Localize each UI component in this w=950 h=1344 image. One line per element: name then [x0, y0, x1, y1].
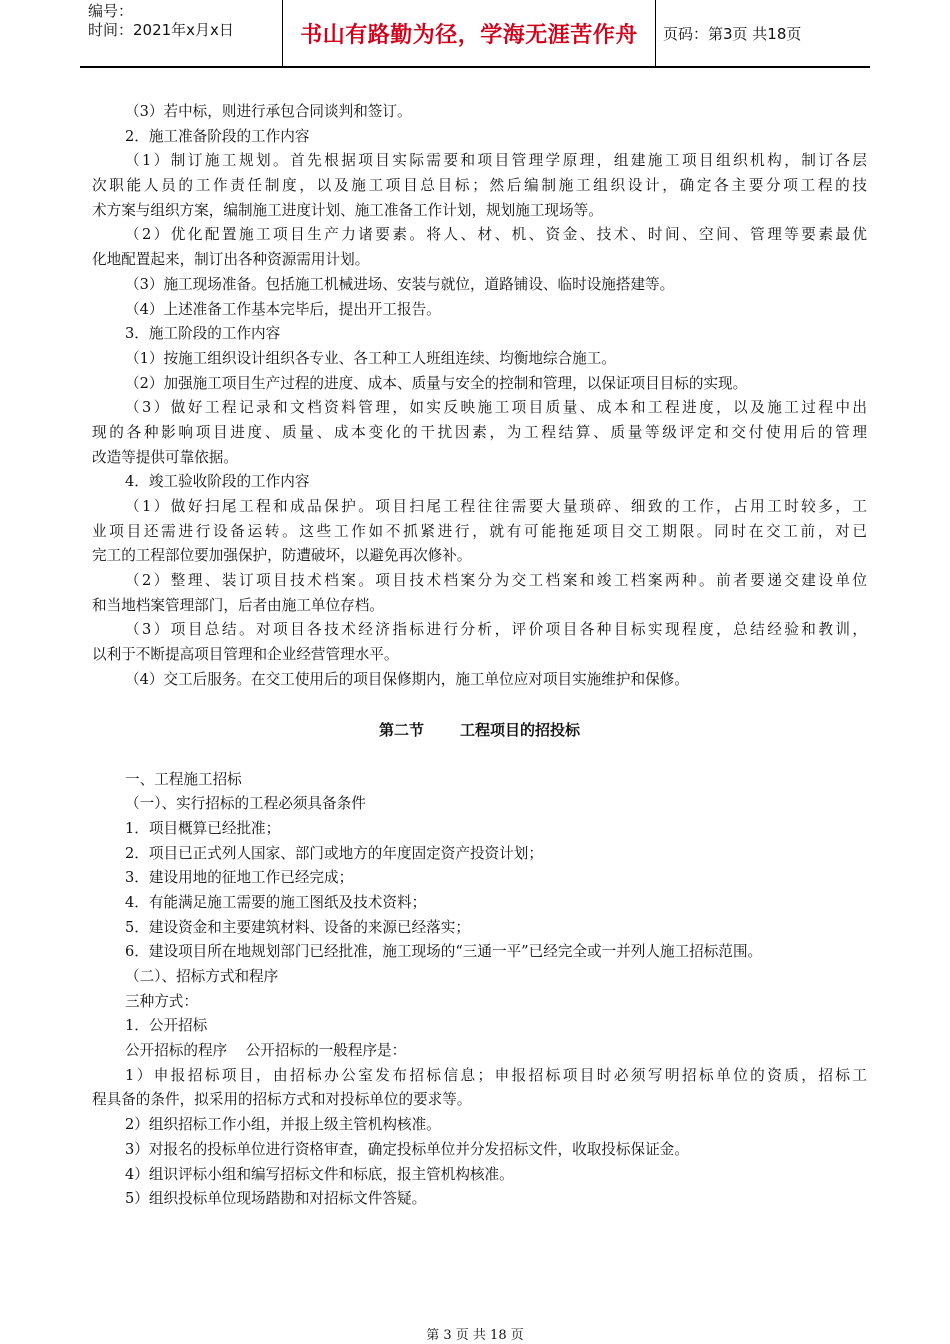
header-meta: [88, 0, 288, 66]
paragraph-line: 完工的工程部位要加强保护，防遭破坏，以避免再次修补。: [92, 547, 472, 565]
paragraph-line: （2）优化配置施工项目生产力诸要素。将人、材、机、资金、技术、时间、空间、管理等要素最优: [125, 226, 867, 244]
paragraph-line: 术方案与组织方案，编制施工进度计划、施工准备工作计划，规划施工现场等。: [92, 201, 603, 219]
paragraph-line: 次职能人员的工作责任制度，以及施工项目总目标；然后编制施工组织设计，确定各主要分项工程的技: [92, 177, 867, 195]
section-name: 工程项目的招投标: [460, 720, 581, 739]
subheading: 3．施工阶段的工作内容: [125, 325, 281, 343]
page-header: [80, 0, 870, 68]
page-footer: 第 3 页 共 18 页: [426, 1328, 524, 1343]
paragraph-line: 业项目还需进行设备运转。这些工作如不抓紧进行，就有可能拖延项目交工期限。同时在交工前，对已: [92, 522, 867, 540]
list-item: 3）对报名的投标单位进行资格审查，确定投标单位并分发招标文件，收取投标保证金。: [125, 1140, 689, 1158]
paragraph-line: 以利于不断提高项目管理和企业经营管理水平。: [92, 646, 399, 664]
paragraph-line: 化地配置起来，制订出各种资源需用计划。: [92, 251, 370, 269]
paragraph: 三种方式：: [125, 992, 198, 1010]
paragraph: （3）若中标，则进行承包合同谈判和签订。: [125, 103, 412, 120]
list-item: 4）组识评标小组和编写招标文件和标底，报主管机构核准。: [125, 1165, 514, 1183]
paragraph-line: 程具备的条件，拟采用的招标方式和对投标单位的要求等。: [92, 1091, 472, 1109]
document-code-label: 编号：: [88, 2, 134, 20]
list-item: 2．项目已正式列人国家、部门或地方的年度固定资产投资计划；: [125, 844, 543, 862]
paragraph-line: （3）做好工程记录和文档资料管理，如实反映施工项目质量、成本和工程进度，以及施工过程中出: [125, 399, 867, 417]
paragraph: （1）按施工组织设计组织各专业、各工种工人班组连续、均衡地综合施工。: [125, 349, 616, 367]
paragraph: （4）上述准备工作基本完毕后，提出开工报告。: [125, 300, 441, 318]
subheading: （二）、招标方式和程序: [125, 968, 279, 985]
paragraph-line: 改造等提供可靠依据。: [92, 448, 238, 466]
header-motto-cell: [282, 0, 656, 66]
paragraph-line: （2）整理、装订项目技术档案。项目技术档案分为交工档案和竣工档案两种。前者要递交建设单位: [125, 572, 867, 590]
section-title: [92, 718, 867, 742]
subheading: 2．施工准备阶段的工作内容: [125, 127, 310, 145]
list-item: 1．项目概算已经批准；: [125, 819, 281, 837]
list-item: 3．建设用地的征地工作已经完成；: [125, 869, 354, 887]
list-item: 4．有能满足施工需要的施工图纸及技术资料；: [125, 893, 427, 911]
paragraph-line: （1）制订施工规划。首先根据项目实际需要和项目管理学原理，组建施工项目组织机构，制订各层: [125, 152, 867, 170]
paragraph: （3）施工现场准备。包括施工机械进场、安装与就位，道路铺设、临时设施搭建等。: [125, 275, 675, 293]
paragraph: 公开招标的程序 公开招标的一般程序是：: [125, 1042, 407, 1060]
header-motto: 书山有路勤为径，学海无涯苦作舟: [300, 22, 638, 48]
paragraph-line: （3）项目总结。对项目各技术经济指标进行分析，评价项目各种目标实现程度，总结经验和教训，: [125, 621, 867, 639]
paragraph: （4）交工后服务。在交工使用后的项目保修期内，施工单位应对项目实施维护和保修。: [125, 670, 689, 688]
subheading: 4．竣工验收阶段的工作内容: [125, 473, 310, 491]
paragraph-line: （1）做好扫尾工程和成品保护。项目扫尾工程往往需要大量琐碎、细致的工作，占用工时较多，工: [125, 498, 867, 515]
subheading: （一）、实行招标的工程必须具备条件: [125, 795, 366, 813]
list-item: 6．建设项目所在地规划部门已经批准，施工现场的“三通一平”已经完全或一并列人施工招标范围。: [125, 943, 763, 961]
list-item: 5）组织投标单位现场踏勘和对招标文件答疑。: [125, 1190, 427, 1208]
list-item: 2）组织招标工作小组，并报上级主管机构核准。: [125, 1116, 441, 1134]
document-body: [92, 100, 867, 1212]
list-item: 5．建设资金和主要建筑材料、设备的来源已经落实；: [125, 918, 470, 936]
section-number: 第二节: [378, 720, 424, 739]
paragraph-line: 1）申报招标项目，由招标办公室发布招标信息；申报招标项目时必须写明招标单位的资质，招标工: [125, 1066, 867, 1084]
document-date-label: 时间：2021年x月x日: [88, 21, 234, 39]
paragraph: （2）加强施工项目生产过程的进度、成本、质量与安全的控制和管理，以保证项目目标的实现。: [125, 374, 748, 392]
list-item: 1．公开招标: [125, 1017, 208, 1035]
heading: 一、工程施工招标: [125, 770, 242, 788]
header-page-info: 页码：第3页 共18页: [663, 24, 802, 43]
paragraph-line: 现的各种影响项目进度、质量、成本变化的干扰因素，为工程结算、质量等级评定和交付使用后的管理: [92, 423, 867, 441]
paragraph-line: 和当地档案管理部门，后者由施工单位存档。: [92, 596, 384, 614]
